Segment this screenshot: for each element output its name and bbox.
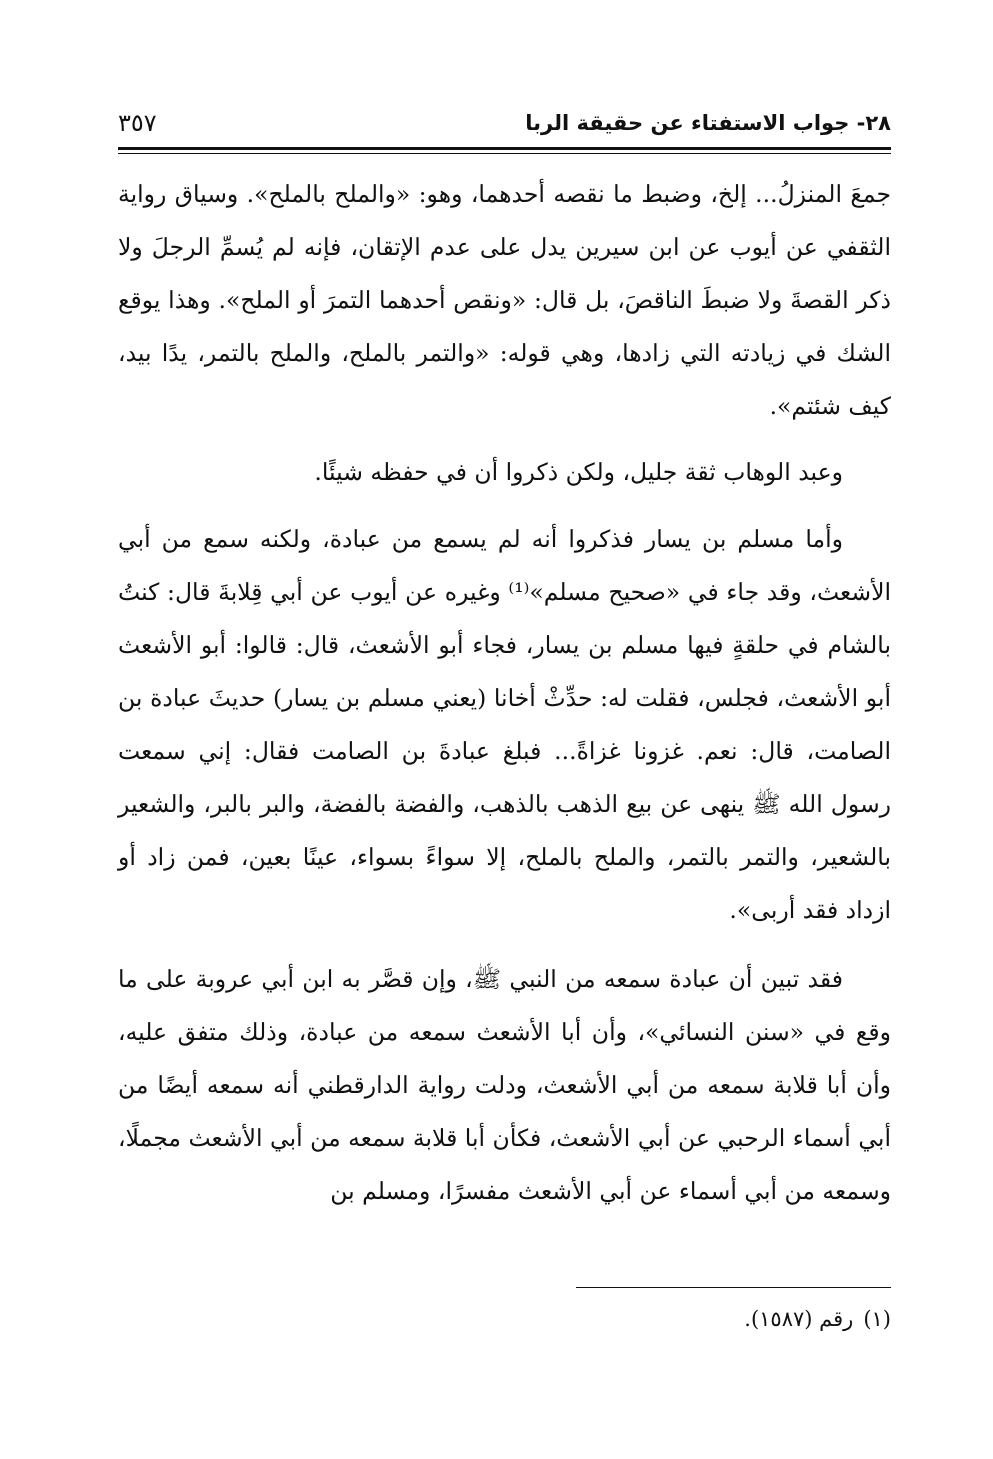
footnote-text: رقم (١٥٨٧). <box>744 1307 854 1331</box>
paragraph: وأما مسلم بن يسار فذكروا أنه لم يسمع من عبادة، ولكنه سمع من أبي الأشعث، وقد جاء في «صحيح مسلم»⁽¹⁾ وغيره عن أيوب عن أبي قِلابةَ قال: كنتُ بالشام في حلقةٍ فيها مسلم بن يسار، فجاء أبو الأشعث، قال: قالوا: أبو الأشعث أبو الأشعث، فجلس، فقلت له: حدِّثْ أخانا (يعني مسلم بن يسار) حديثَ عبادة بن الصامت، قال: نعم. غزونا غزاةً... فبلغ عبادةَ بن الصامت فقال: إني سمعت رسول الله ﷺ ينهى عن بيع الذهب بالذهب، والفضة بالفضة، والبر بالبر، والشعير بالشعير، والتمر بالتمر، والملح بالملح، إلا سواءً بسواء، عينًا بعين، فمن زاد أو ازداد فقد أربى». <box>118 525 891 924</box>
page-number: ٣٥٧ <box>118 109 157 137</box>
footnote-marker: (١) <box>863 1307 891 1331</box>
paragraph: وعبد الوهاب ثقة جليل، ولكن ذكروا أن في حفظه شيئًا. <box>314 458 843 486</box>
footnote-separator <box>576 1287 891 1288</box>
header-rule-thin <box>118 153 891 154</box>
footnote <box>744 1303 891 1335</box>
paragraph: جمعَ المنزلُ... إلخ، وضبط ما نقصه أحدهما، وهو: «والملح بالملح». وسياق رواية الثقفي عن أيوب عن ابن سيرين يدل على عدم الإتقان، فإنه لم يُسمِّ الرجلَ ولا ذكر القصةَ ولا ضبطَ الناقصَ، بل قال: «ونقص أحدهما التمرَ أو الملح». وهذا يوقع الشك في زيادته التي زادها، وهي قوله: «والتمر بالملح، والملح بالتمر، يدًا بيد، كيف شئتم». <box>118 180 891 420</box>
chapter-title: ٢٨- جواب الاستفتاء عن حقيقة الربا <box>525 111 891 135</box>
paragraph: فقد تبين أن عبادة سمعه من النبي ﷺ، وإن قصَّر به ابن أبي عروبة على ما وقع في «سنن النسائي»، وأن أبا الأشعث سمعه من عبادة، وذلك متفق عليه، وأن أبا قلابة سمعه من أبي الأشعث، ودلت رواية الدارقطني أنه سمعه أيضًا من أبي أسماء الرحبي عن أبي الأشعث، فكأن أبا قلابة سمعه من أبي الأشعث مجملًا، وسمعه من أبي أسماء عن أبي الأشعث مفسرًا، ومسلم بن <box>118 965 891 1205</box>
body-text <box>118 168 891 1218</box>
header-rule-thick <box>118 147 891 150</box>
running-header <box>118 107 891 151</box>
